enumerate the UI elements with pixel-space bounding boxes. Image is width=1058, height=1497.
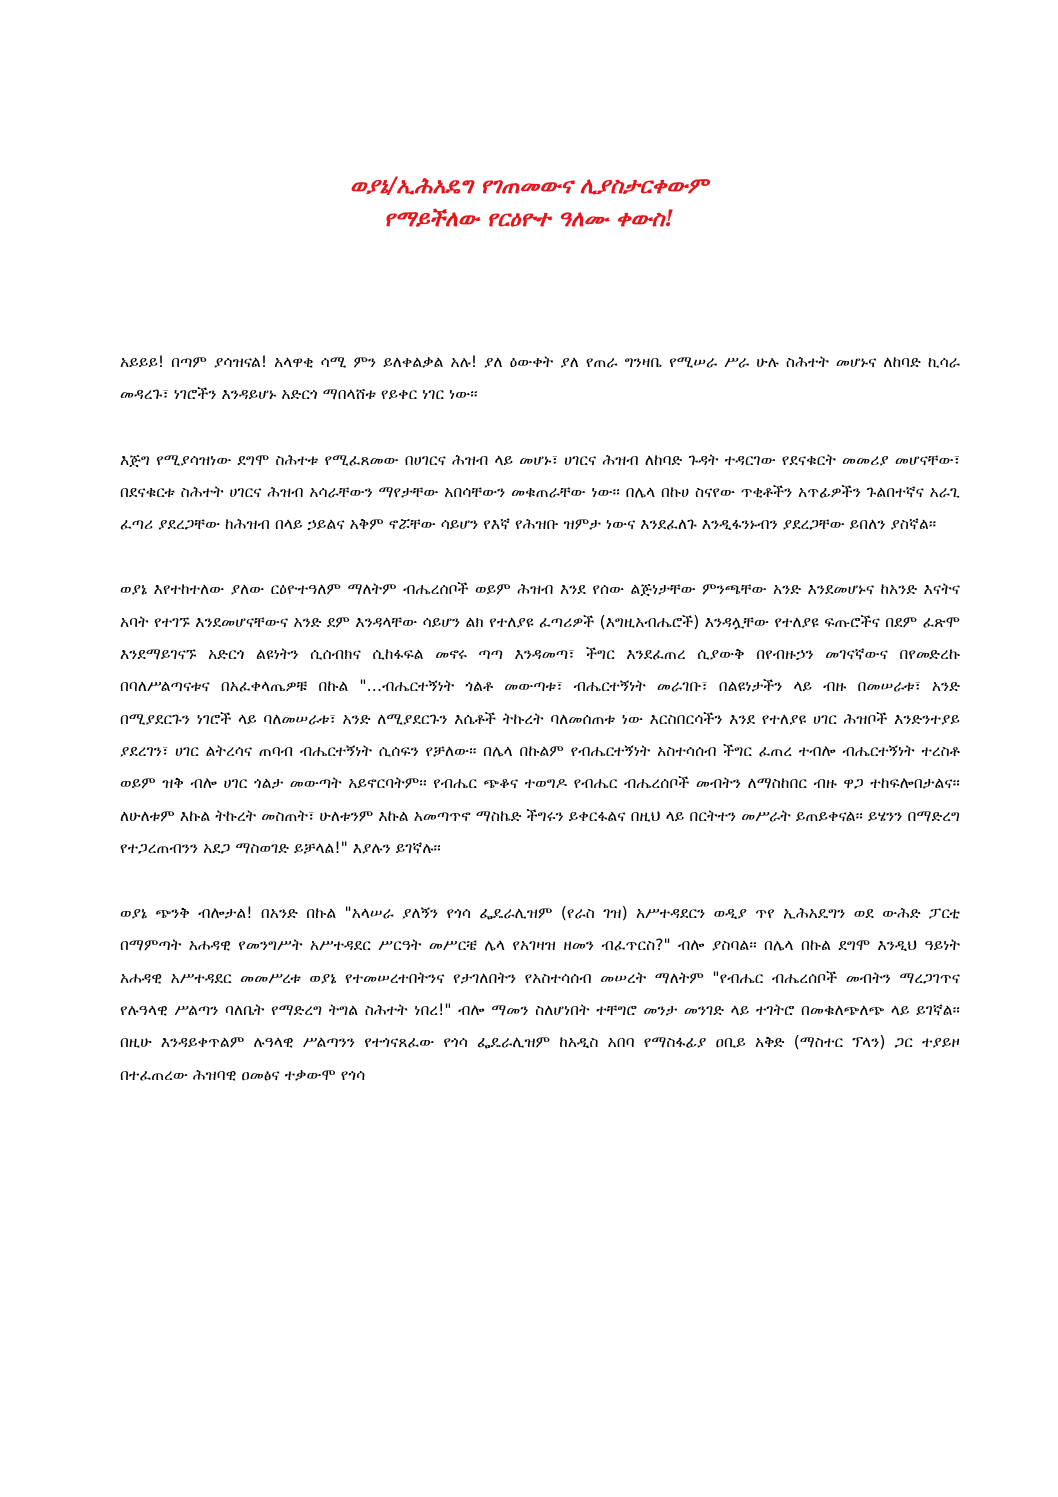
title-line-2: የማይችለው የርዕዮተ ዓለሙ ቀውስ! [383,206,675,232]
paragraph-4: ወያኔ ጭንቅ ብሎታል! በአንድ በኩል "አላሠራ ያለኝን የጎሳ ፌዴራሊዝም (የራስ ገዝ) አሥተዳደርን ወዲያ ጥየ ኢሕአዴግን ወደ ውሕድ ፓርቲ በማምጣት አሐዳዊ የመንግሥት አሥተዳደር ሥርዓት መሥርቼ ሌላ የአገዛዝ ዘመን ብፈጥርስ?" ብሎ ያስባል፡፡ በሌላ በኩል ደግሞ እንዲህ ዓይነት አሐዳዊ አሥተዳደር መመሥረቱ ወያኔ የተመሠረተበትንና የታገለበትን የአስተሳሰብ መሠረት ማለትም "የብሔር ብሔረሰቦች መብትን ማረጋገጥና የሉዓላዊ ሥልጣን ባለቤት የማድረግ ትግል ስሕተት ነበረ!" ብሎ ማመን ስለሆነበት ተቸግሮ መንታ መንገድ ላይ ተገትሮ በመቁለጭለጭ ላይ ይገኛል፡፡ በዚሁ እንዳይቀጥልም ሉዓላዊ ሥልጣንን የተጎናጸፈው የጎሳ ፌዴራሊዝም ከአዲስ አበባ የማስፋፊያ ዐቢይ አቅድ (ማስተር ፕላን) ጋር ተያይዞ በተፈጠረው ሕዝባዊ ዐመፅና ተቃውሞ የጎሳ [120,904,960,1084]
document-title [0,170,1058,236]
paragraph-3: ወያኔ እየተከተለው ያለው ርዕዮተዓለም ማለትም ብሔረሰቦች ወይም ሕዝብ እንደ የሰው ልጅነታቸው ምንጫቸው አንድ እንደመሆኑና ከአንድ እናትና አባት የተገኙ እንደመሆናቸውና አንድ ደም እንዳላቸው ሳይሆን ልክ የተለያዩ ፈጣሪዎች (እግዚአብሔሮች) እንዳሏቸው የተለያዩ ፍጡሮችና በደም ፈጽሞ እንደማይገናኙ አድርጎ ልዩነትን ሲሰብክና ሲከፋፍል መኖሩ ጣጣ እንዳመጣ፣ ችግር እንደፈጠረ ሲያውቅ በየብዙኃን መገናኛውና በየመድረኩ በባለሥልጣናቱና በአፈቀላጤዎቹ በኩል "…ብሔርተኝነት ጎልቶ መውጣቱ፣ ብሔርተኝነት መራገቡ፣ በልዩነታችን ላይ ብዙ በመሠራቱ፣ አንድ በሚያደርጉን ነገሮች ላይ ባለመሠራቱ፣ አንድ ለሚያደርጉን እሴቶች ትኩረት ባለመሰጠቱ ነው እርስበርሳችን እንደ የተለያዩ ሀገር ሕዝቦች እንድንተያይ ያደረገን፣ ሀገር ልትረሳና ጠባብ ብሔርተኝነት ሲሰፍን የቻለው፡፡ በሌላ በኩልም የብሔርተኝነት አስተሳሰብ ችግር ፈጠረ ተብሎ ብሔርተኝነት ተረስቶ ወይም ዝቅ ብሎ ሀገር ጎልታ መውጣት አይኖርባትም፡፡ የብሔር ጭቆና ተወግዶ የብሔር ብሔረሰቦች መብትን ለማስከበር ብዙ ዋጋ ተከፍሎበታልና፡፡ ለሁለቱም እኩል ትኩረት መስጠት፣ ሁለቱንም እኩል አመጣጥኖ ማስኬድ ችግሩን ይቀርፋልና በዚህ ላይ በርትተን መሥራት ይጠይቀናል፡፡ ይሄንን በማድረግ የተጋረጠብንን አደጋ ማስወገድ ይቻላል!" እያሉን ይገኛሉ፡፡ [120,580,961,857]
paragraph-1: አይይይ! በጣም ያሳዝናል! አላዋቂ ሳሚ ምን ይለቀልቃል አሉ! ያለ ዕውቀት ያለ የጠራ ግንዛቤ የሚሠራ ሥራ ሁሉ ስሕተት መሆኑና ለከባድ ኪሳራ መዳረጉ፣ ነገሮችን እንዳይሆኑ አድርጎ ማበላሸቱ የይቀር ነገር ነው፡፡ [120,353,960,404]
document-body [120,346,960,1124]
title-line-1: ወያኔ/ኢሕአዴግ የገጠመውና ሊያስታርቀውም [349,173,709,199]
paragraph-2: እጅግ የሚያሳዝነው ደግሞ ስሕተቱ የሚፈጸመው በሀገርና ሕዝብ ላይ መሆኑ፣ ሀገርና ሕዝብ ለከባድ ጉዳት ተዳርገው የደናቁርት መመሪያ መሆናቸው፣ በደናቁርቱ ስሕተት ሀገርና ሕዝብ አሳራቸውን ማየታቸው አበሳቸውን መቁጠራቸው ነው፡፡ በሌላ በኩሀ ስናየው ጥቂቶችን አጥፊዎችን ጉልበተኛና አራጊ ፈጣሪ ያደረጋቸው ከሕዝብ በላይ ኃይልና አቅም ኖሯቸው ሳይሆን የእኛ የሕዝቡ ዝምታ ነውና እንደፈለጉ እንዲፋንኑብን ያደረጋቸው ይበለን ያስኛል፡፡ [120,450,960,534]
